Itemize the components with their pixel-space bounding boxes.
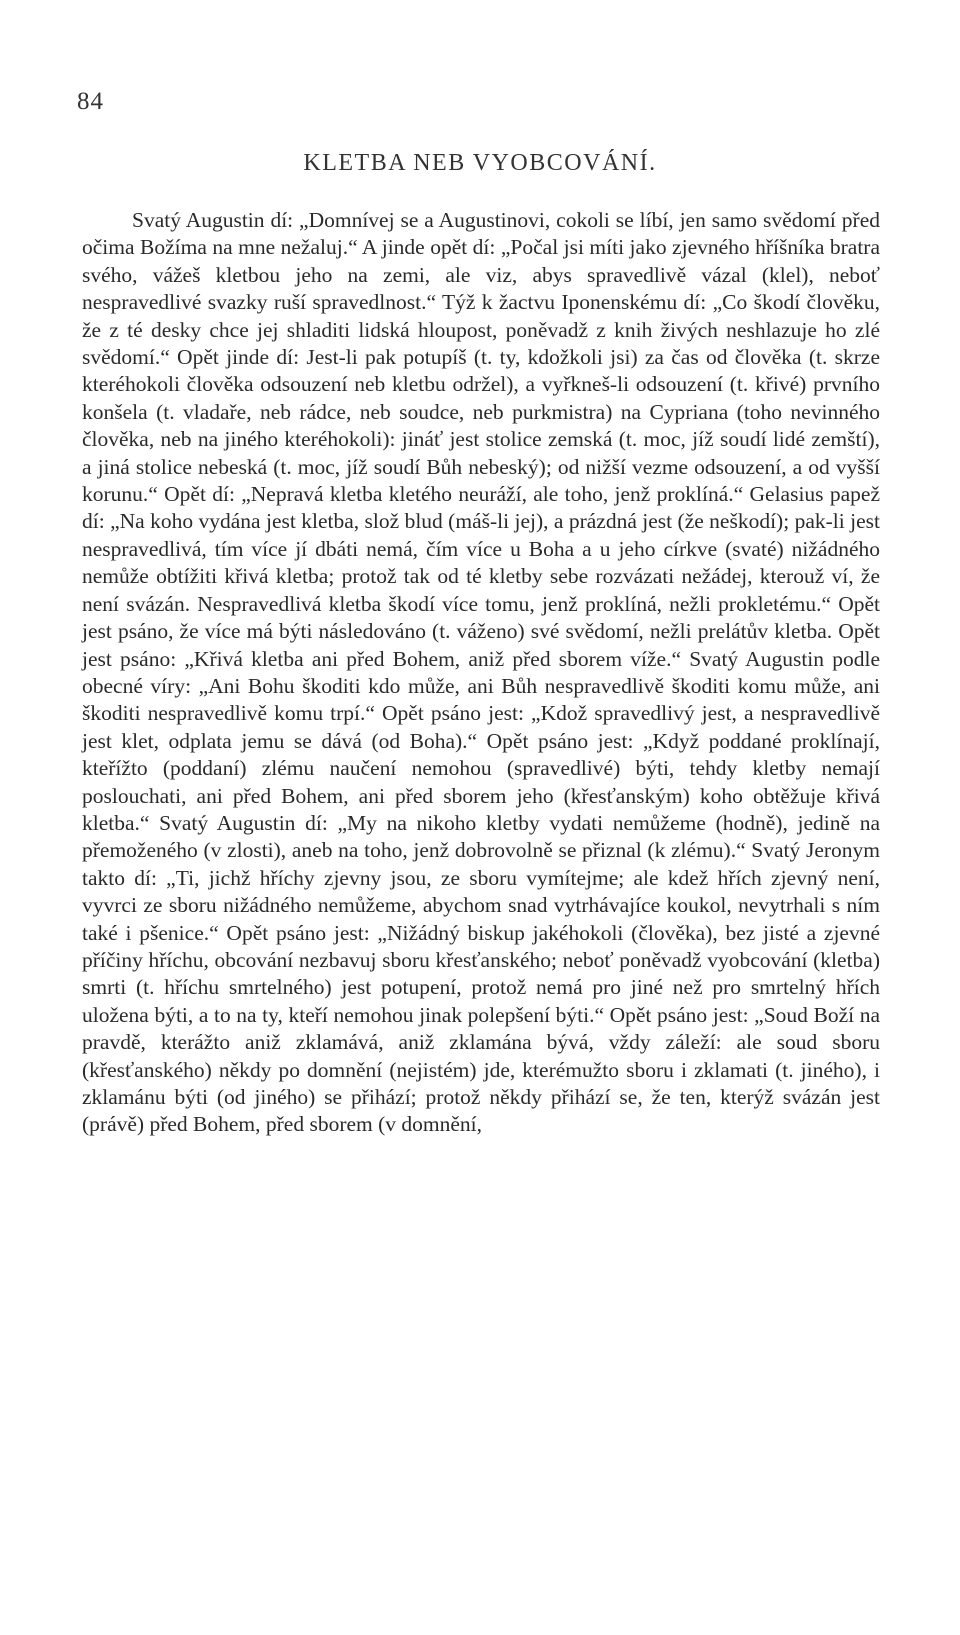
page-number: 84 — [77, 88, 104, 115]
chapter-title: KLETBA NEB VYOBCOVÁNÍ. — [303, 150, 657, 176]
body-paragraph: Svatý Augustin dí: „Domnívej se a Augustinovi, cokoli se líbí, jen samo svědomí před očima Božíma na mne nežaluj.“ A jinde opět dí: „Počal jsi míti jako zjevného hříšníka bratra svého, vážeš kletbou jeho na zemi, ale viz, abys spravedlivě vázal (klel), neboť nespravedlivé svazky ruší spravedlnost.“ Týž k žactvu Iponenskému dí: „Co škodí člověku, že z té desky chce jej shladiti lidská hloupost, poněvadž z knih živých neshlazuje ho zlé svědomí.“ Opět jinde dí: Jest-li pak potupíš (t. ty, kdožkoli jsi) za čas od člověka (t. skrze kteréhokoli člověka odsouzení neb kletbu održel), a vyřkneš-li odsouzení (t. křivé) prvního konšela (t. vladaře, neb rádce, neb soudce, neb purkmistra) na Cypriana (toho nevinného člověka, neb na jiného kteréhokoli): jináť jest stolice zemská (t. moc, jíž soudí lidé zemští), a jiná stolice nebeská (t. moc, jíž soudí Bůh nebeský); od nižší vezme odsouzení, a od vyšší korunu.“ Opět dí: „Nepravá kletba kletého neuráží, ale toho, jenž proklíná.“ Gelasius papež dí: „Na koho vydána jest kletba, slož blud (máš-li jej), a prázdná jest (že neškodí); pak-li jest nespravedlivá, tím více jí dbáti nemá, čím více u Boha a u jeho církve (svaté) nižádného nemůže obtížiti křivá kletba; protož tak od té kletby sebe rozvázati nežádej, kterouž ví, že není svázán. Nespravedlivá kletba škodí více tomu, jenž proklíná, nežli prokletému.“ Opět jest psáno, že více má býti následováno (t. váženo) své svědomí, nežli prelátův kletba. Opět jest psáno: „Křivá kletba ani před Bohem, aniž před sborem víže.“ Svatý Augustin podle obecné víry: „Ani Bohu škoditi kdo může, ani Bůh nespravedlivě škoditi komu může, ani škoditi nespravedlivě komu trpí.“ Opět psáno jest: „Kdož spravedlivý jest, a nespravedlivě jest klet, odplata jemu se dává (od Boha).“ Opět psáno jest: „Když poddané proklínají, kteřížto (poddaní) zlému naučení nemohou (spravedlivé) býti, tehdy kletby nemají poslouchati, ani před Bohem, ani před sborem jeho (křesťanským) koho obtěžuje křivá kletba.“ Svatý Augustin dí: „My na nikoho kletby vydati nemůžeme (hodně), jedině na přemoženého (v zlosti), aneb na toho, jenž dobrovolně se přiznal (k zlému).“ Svatý Jeronym takto dí: „Ti, jichž hříchy zjevny jsou, ze sboru vymítejme; ale kdež hřích zjevný není, vyvrci ze sboru nižádného nemůžeme, abychom snad vytrhávajíce koukol, nevytrhali s ním také i pšenice.“ Opět psáno jest: „Nižádný biskup jakéhokoli (člověka), bez jisté a zjevné příčiny hříchu, obcování nezbavuj sboru křesťanského; neboť poněvadž vyobcování (kletba) smrti (t. hříchu smrtelného) jest potupení, protož nemá pro jiné než pro smrtelný hřích uložena býti, a to na ty, kteří nemohou jinak polepšení býti.“ Opět psáno jest: „Soud Boží na pravdě, kterážto aniž zklamává, aniž zklamána bývá, vždy záleží: ale soud sboru (křesťanského) někdy po domnění (nejistém) jde, kterémužto sboru i zklamati (t. jiného), i zklamánu býti (od jiného) se přihází; protož někdy přihází se, že ten, kterýž svázán jest (právě) před Bohem, před sborem (v domnění, — [82, 208, 880, 1137]
